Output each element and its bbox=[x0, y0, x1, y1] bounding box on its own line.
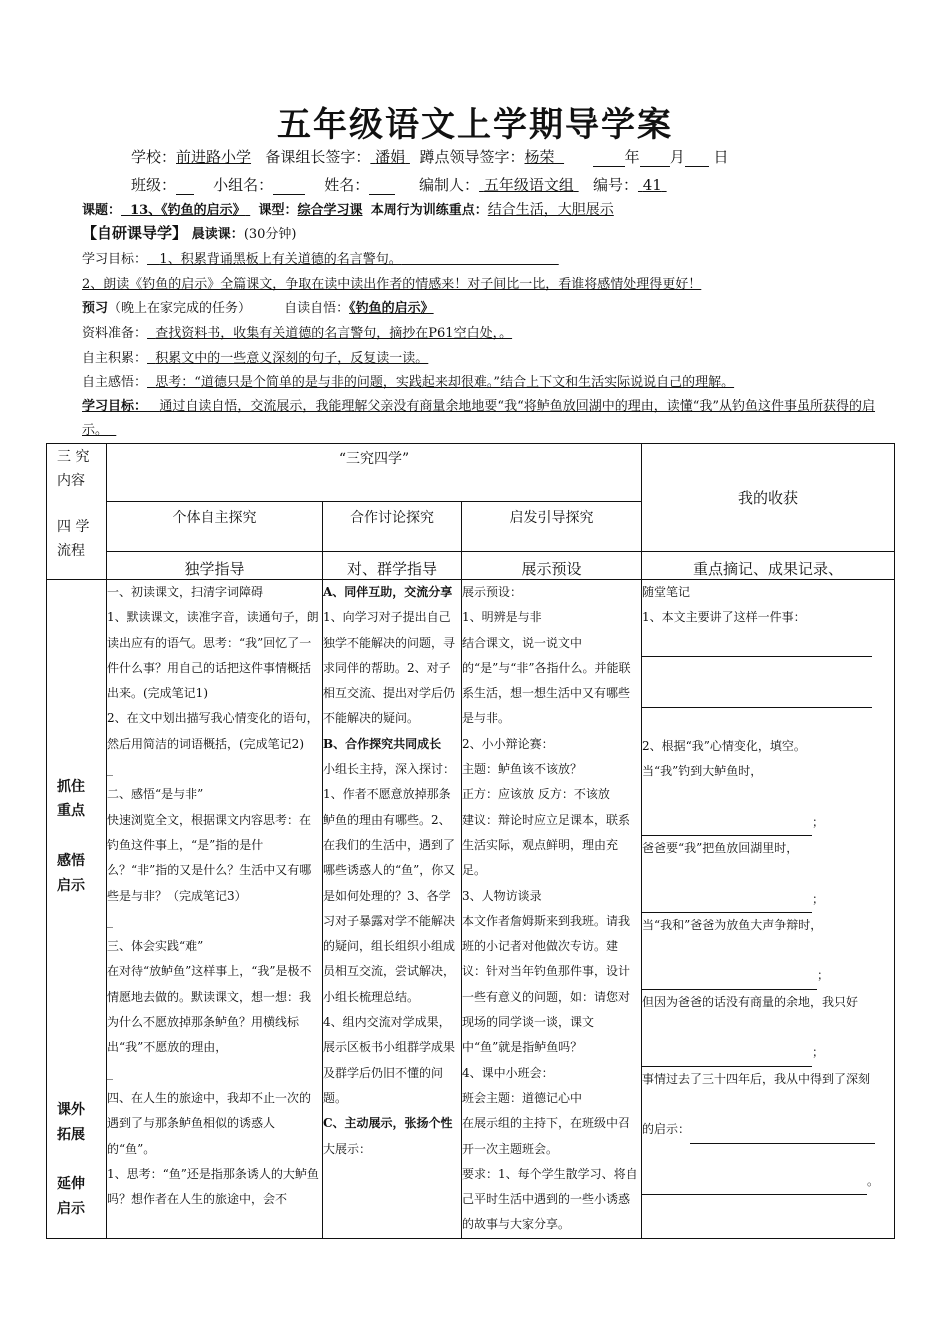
sub-harvest: 重点摘记、成果记录、 bbox=[642, 552, 895, 580]
school-label: 学校： bbox=[131, 148, 177, 166]
class-label: 班级： bbox=[131, 176, 177, 194]
topic-line bbox=[82, 199, 614, 219]
sub-guided: 展示预设 bbox=[462, 552, 642, 580]
group-leader-name: 潘娟 bbox=[375, 148, 406, 166]
sub-individual: 独学指导 bbox=[107, 552, 323, 580]
sanjiu-heading: “三究四学” bbox=[107, 444, 642, 502]
answer-blank-7[interactable] bbox=[690, 1117, 875, 1143]
school-name: 前进路小学 bbox=[176, 148, 252, 166]
leader-label: 蹲点领导签字： bbox=[419, 148, 525, 166]
name-label: 姓名： bbox=[324, 176, 370, 194]
col-cooperative: 合作讨论探究 bbox=[323, 502, 462, 552]
editor-label: 编制人： bbox=[419, 176, 480, 194]
lesson-name: 13、《钓鱼的启示》 bbox=[130, 203, 246, 218]
day-label: 日 bbox=[713, 148, 729, 166]
month-label: 月 bbox=[669, 148, 685, 166]
guided-content: 展示预设： 1、明辨是与非 结合课文，说一说文中的“是”与“非”各指什么。并能联系生活，想一想生活中又有哪些是与非。 2、小小辩论赛： 主题：鲈鱼该不该放？ 正方：应该放 反方：不该放 建议：辩论时应立足课本，联系生活实际，观点鲜明，理由充足。 3、人物访谈录 本文作者詹姆斯来到我班。请我班的小记者对他做次专访。建议：针对当年钓鱼那件事，设计一些有意义的问题，如：请您对现场的同学谈一谈，课文中“鱼”就是指鲈鱼吗？ 4、课中小班会： 班会主题：道德记心中 在展示组的主持下，在班级中召开一次主题班会。 要求：1、每个学生散学习、将自己平时生活中遇到的一些小诱惑的故事与大家分享。 bbox=[462, 580, 642, 1239]
leader-name: 杨荣 bbox=[524, 148, 555, 166]
section-heading: 【自研课导学】 晨读课：(30分钟) bbox=[82, 224, 297, 242]
harvest-content: 随堂笔记 1、本文主要讲了这样一件事： 2、根据“我”心情变化，填空。 当“我”钓到大鲈鱼时， ； 爸爸要“我”把鱼放回湖里时， ； 当“我和”爸爸为放鱼大声争辩时， ； 但因为爸爸的话没有商量的余地，我只好 ； 事情过去了三十四年后，我从中得到了深刻 的启示： 。 bbox=[642, 580, 895, 1239]
cooperative-content: A、同伴互助，交流分享 1、向学习对子提出自己独学不能解决的问题，寻求同伴的帮助。2、对子相互交流、提出对学后仍不能解决的疑问。 B、合作探究共同成长 小组长主持，深入探讨：1、作者不愿意放掉那条鲈鱼的理由有哪些。2、在我们的生活中，遇到了哪些诱惑人的“鱼”，你又是如何处理的？3、各学习对子暴露对学不能解决的疑问，组长组织小组成员相互交流，尝试解决，小组长梳理总结。 4、组内交流对学成果，展示区板书小组群学成果及群学后仍旧不懂的问题。 C、主动展示，张扬个性 大展示： bbox=[323, 580, 462, 1239]
individual-content: 一、初读课文，扫清字词障碍 1、默读课文，读准字音，读通句子，朗读出应有的语气。思考：“我”回忆了一件什么事？用自己的话把这件事情概括出来。(完成笔记1) 2、在文中划出描写我心情变化的语句，然后用简洁的词语概括，(完成笔记2) _ 二、感悟“是与非” 快速浏览全文，根据课文内容思考：在钓鱼这件事上，“是”指的是什么？“非”指的又是什么？生活中又有哪些是与非？（完成笔记3） _ 三、体会实践“难” 在对待“放鲈鱼”这样事上，“我”是极不情愿地去做的。默读课文，想一想：我为什么不愿放掉那条鲈鱼？用横线标出“我”不愿放的理由， _ 四、在人生的旅途中，我却不止一次的遇到了与那条鲈鱼相似的诱惑人的“鱼”。 1、思考：“鱼”还是指那条诱人的大鲈鱼吗？想作者在人生的旅途中，会不 bbox=[107, 580, 323, 1239]
type-value: 综合学习课 bbox=[297, 203, 363, 218]
goal-line-2: 2、朗读《钓鱼的启示》全篇课文，争取在读中读出作者的情感来！对子间比一比，看谁将感情处理得更好！ bbox=[82, 277, 702, 292]
col-guided: 启发引导探究 bbox=[462, 502, 642, 552]
answer-blank-6[interactable] bbox=[642, 1040, 812, 1066]
answer-blank-2[interactable] bbox=[642, 682, 872, 708]
sub-cooperative: 对、群学指导 bbox=[323, 552, 462, 580]
answer-blank-5[interactable] bbox=[642, 963, 817, 989]
answer-blank-1[interactable] bbox=[642, 631, 872, 657]
focus-label: 本周行为训练重点： bbox=[370, 203, 488, 218]
answer-blank-3[interactable] bbox=[642, 810, 812, 836]
lesson-label: 课题： bbox=[82, 203, 122, 218]
material-line: 资料准备： 查找资料书，收集有关道德的名言警句，摘抄在P61空白处，。 bbox=[82, 326, 513, 341]
header-line-1 bbox=[131, 146, 729, 167]
flow-label-cell: 三 究 内容 四 学 流程 bbox=[47, 444, 107, 580]
target-block: 学习目标： 通过自读自悟，交流展示，我能理解父亲没有商量余地地要“我“将鲈鱼放回湖中的理由，读懂“我”从钓鱼这件事虽所获得的启示。 bbox=[82, 399, 876, 438]
goal-line-1: 学习目标： 1、积累背诵黑板上有关道德的名言警句。 bbox=[82, 252, 402, 267]
number-value: 41 bbox=[642, 176, 662, 194]
col-individual: 个体自主探究 bbox=[107, 502, 323, 552]
answer-blank-8[interactable] bbox=[642, 1169, 867, 1195]
header-line-2 bbox=[131, 174, 667, 195]
type-label: 课型： bbox=[258, 203, 298, 218]
preview-line: 预习（晚上在家完成的任务） 自读自悟：《钓鱼的启示》 bbox=[82, 301, 434, 316]
number-label: 编号： bbox=[592, 176, 638, 194]
feel-line: 自主感悟： 思考：“道德只是个简单的是与非的问题，实践起来却很难。”结合上下文和生活实际说说自己的理解。 bbox=[82, 375, 735, 390]
left-labels: 抓住 重点 感悟 启示 课外 拓展 延伸 启示 bbox=[47, 580, 107, 1239]
team-label: 小组名： bbox=[213, 176, 274, 194]
main-table bbox=[46, 443, 895, 1239]
year-label: 年 bbox=[624, 148, 640, 166]
focus-value: 结合生活，大胆展示 bbox=[487, 202, 614, 218]
editor-name: 五年级语文组 bbox=[483, 176, 574, 194]
answer-blank-4[interactable] bbox=[642, 887, 812, 913]
accum-line: 自主积累： 积累文中的一些意义深刻的句子，反复读一读。 bbox=[82, 351, 429, 366]
harvest-heading: 我的收获 bbox=[642, 444, 895, 552]
group-leader-label: 备课组长签字： bbox=[265, 148, 371, 166]
page-title: 五年级语文上学期导学案 bbox=[277, 105, 673, 145]
